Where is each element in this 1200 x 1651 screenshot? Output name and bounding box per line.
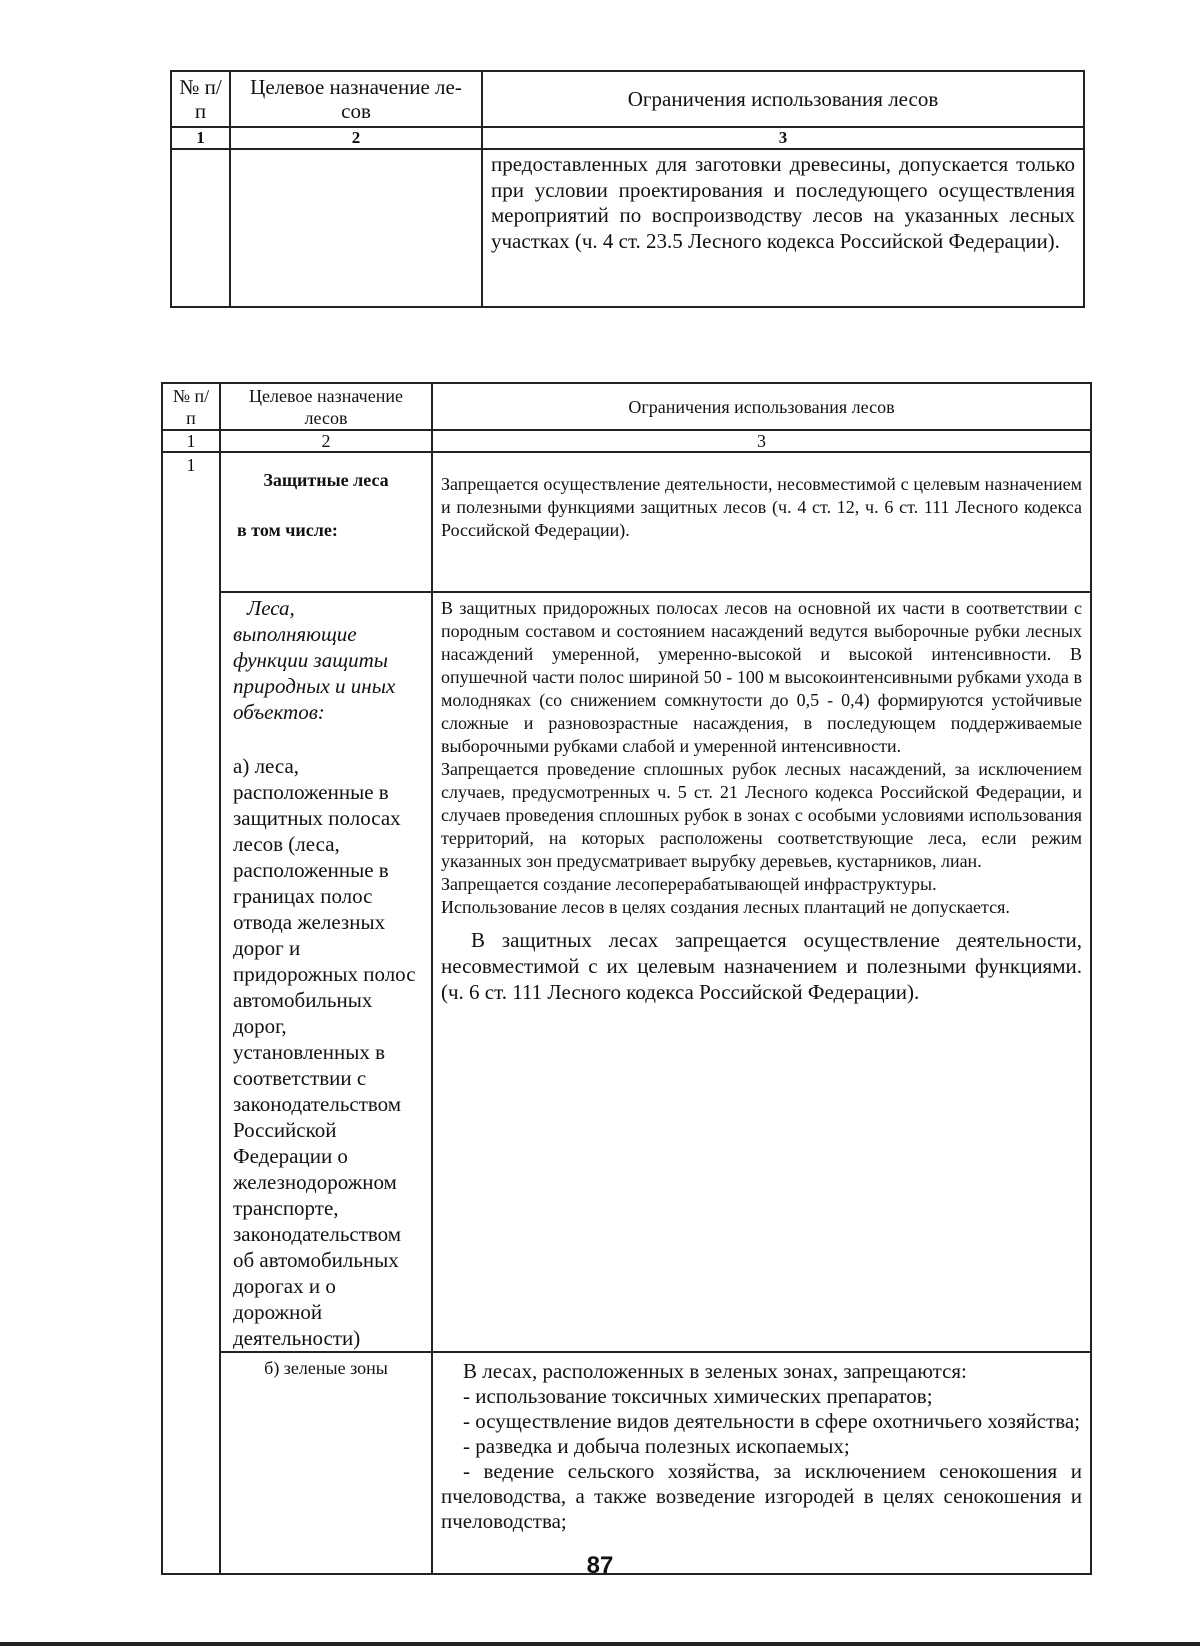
table-header-row — [162, 383, 1091, 430]
col-number: 3 — [482, 127, 1084, 149]
paragraph: Использование лесов в целях создания лесных плантаций не допускается. — [441, 897, 1010, 917]
col-number: 2 — [230, 127, 482, 149]
green-zones-label: б) зеленые зоны — [220, 1352, 432, 1574]
list-item: - разведка и добыча полезных ископаемых; — [463, 1434, 850, 1458]
header-num: № п/п — [171, 71, 230, 127]
list-item: - осуществление видов деятельности в сфере охотничьего хозяйства; — [463, 1409, 1081, 1433]
protection-forests-cell — [220, 592, 432, 1352]
table-row — [162, 592, 1091, 1352]
table-row — [162, 452, 1091, 592]
continuation-table — [170, 70, 1085, 308]
empty-cell — [230, 149, 482, 307]
category-label: Леса, выполняющие функции защиты природных и иных объектов: — [233, 596, 396, 724]
bottom-divider — [0, 1642, 1200, 1646]
list-item: - использование токсичных химических препаратов; — [463, 1384, 933, 1408]
table-header-row — [171, 71, 1084, 127]
paragraph: Запрещается создание лесоперерабатывающей инфраструктуры. — [441, 874, 937, 894]
header-purpose: Целевое назначение лесов — [220, 383, 432, 430]
forest-restrictions-table — [161, 382, 1092, 1575]
paragraph: В лесах, расположенных в зеленых зонах, запрещаются: — [463, 1359, 967, 1383]
paragraph: Запрещается проведение сплошных рубок лесных насаждений, за исключением случаев, предусмотренных ч. 5 ст. 21 Лесного кодекса Российской Федерации, и случаев проведения сплошных рубок в зонах с особыми условиями использования территорий, на которых расположены соответствующие леса, если режим указанных зон предусматривает вырубку деревьев, кустарников, лиан. — [441, 759, 1082, 871]
green-zones-text — [432, 1352, 1091, 1574]
header-purpose: Целевое назначение ле-сов — [230, 71, 482, 127]
column-number-row — [162, 430, 1091, 452]
col-number: 3 — [432, 430, 1091, 452]
protective-forests-cell — [220, 452, 432, 592]
list-item: - ведение сельского хозяйства, за исключением сенокошения и пчеловодства, а также возведение изгородей в целях сенокошения и пчеловодства; — [441, 1459, 1082, 1533]
empty-cell — [171, 149, 230, 307]
col-number: 1 — [162, 430, 220, 452]
page-number: 87 — [586, 1552, 614, 1579]
table-row — [162, 1352, 1091, 1574]
protective-title: Защитные леса — [263, 470, 389, 490]
col-number: 2 — [220, 430, 432, 452]
column-number-row — [171, 127, 1084, 149]
protective-subtitle: в том числе: — [237, 520, 338, 540]
paragraph: В защитных лесах запрещается осуществление деятельности, несовместимой с их целевым назначением и полезными функциями. (ч. 6 ст. 111 Лесного кодекса Российской Федерации). — [441, 928, 1082, 1004]
header-num: № п/п — [162, 383, 220, 430]
protective-text: Запрещается осуществление деятельности, несовместимой с целевым назначением и полезными функциями защитных лесов (ч. 4 ст. 12, ч. 6 ст. 111 Лесного кодекса Российской Федерации). — [432, 452, 1091, 592]
col-number: 1 — [171, 127, 230, 149]
header-limits: Ограничения использования лесов — [482, 71, 1084, 127]
row-number: 1 — [162, 452, 220, 1574]
protection-forests-text — [432, 592, 1091, 1352]
item-label: а) леса, расположенные в защитных полосах лесов (леса, расположенные в границах полос отвода железных дорог и придорожных полос автомобильных дорог, установленных в соответствии с законодательством Российской Федерации о железнодорожном транспорте, законодательством об автомобильных дорогах и о дорожной деятельности) — [233, 754, 416, 1350]
paragraph: В защитных придорожных полосах лесов на основной их части в соответствии с породным составом и состоянием насаждений ведутся выборочные рубки лесных насаждений умеренной, умеренно-высокой и высокой интенсивности. В опушечной части полос шириной 50 - 100 м высокоинтенсивными рубками ухода в молодняках (со снижением сомкнутости до 0,5 - 0,4) формируются устойчивые сложные и разновозрастные насаждения, в последующем поддерживаемые выборочными рубками слабой и умеренной интенсивности. — [441, 598, 1082, 756]
header-limits: Ограничения использования лесов — [432, 383, 1091, 430]
continuation-text: предоставленных для заготовки древесины, допускается только при условии проектирования и последующего осуществления мероприятий по воспроизводству лесов на указанных лесных участках (ч. 4 ст. 23.5 Лесного кодекса Российской Федерации). — [482, 149, 1084, 307]
table-row — [171, 149, 1084, 307]
